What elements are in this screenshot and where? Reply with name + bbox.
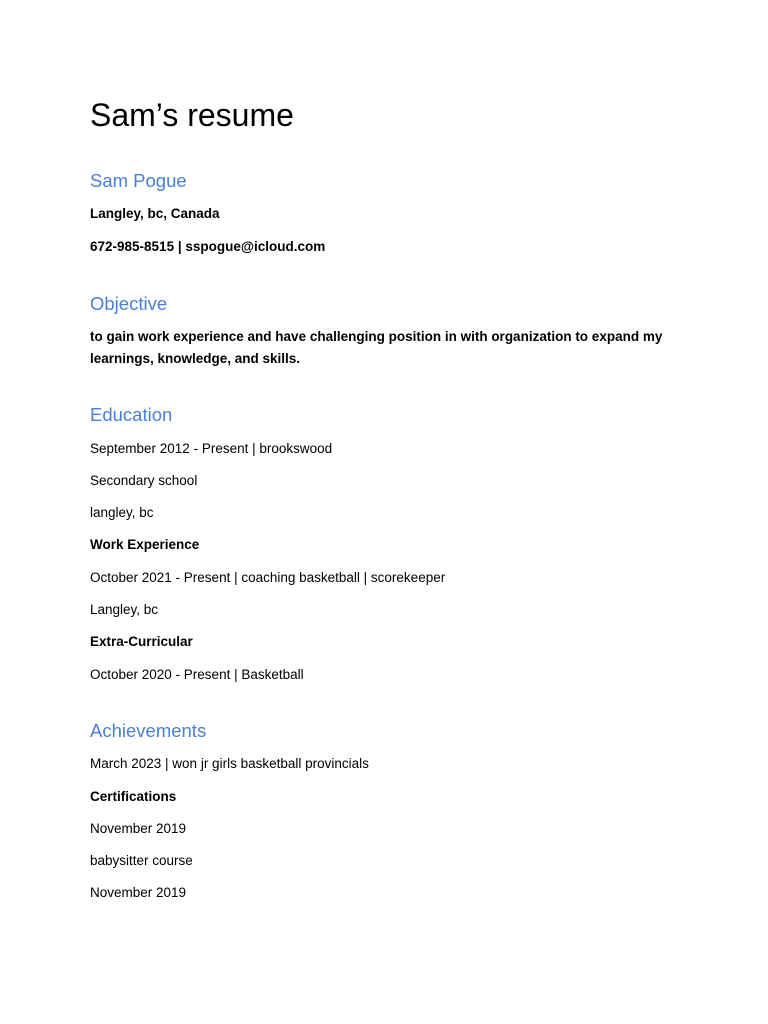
certifications-line-1: November 2019	[90, 821, 187, 836]
location-text: Langley, bc, Canada	[90, 206, 220, 221]
education-line-3: langley, bc	[90, 505, 154, 520]
certifications-line-2: babysitter course	[90, 853, 193, 868]
work-line-2: Langley, bc	[90, 602, 159, 617]
objective-text: to gain work experience and have challenging position in with organization to expand my learnings, knowledge, and skills.	[90, 329, 663, 366]
certifications-heading: Certifications	[90, 789, 177, 804]
work-experience-heading: Work Experience	[90, 537, 200, 552]
objective-heading: Objective	[90, 293, 168, 314]
extra-curricular-heading: Extra-Curricular	[90, 634, 193, 649]
extra-line-1: October 2020 - Present | Basketball	[90, 667, 304, 682]
document-title: Sam’s resume	[90, 97, 294, 133]
education-heading: Education	[90, 404, 173, 425]
education-line-2: Secondary school	[90, 473, 198, 488]
certifications-line-3: November 2019	[90, 885, 187, 900]
contact-text: 672-985-8515 | sspogue@icloud.com	[90, 239, 326, 254]
work-line-1: October 2021 - Present | coaching basketball | scorekeeper	[90, 570, 446, 585]
education-line-1: September 2012 - Present | brookswood	[90, 441, 333, 456]
achievements-line-1: March 2023 | won jr girls basketball provincials	[90, 756, 369, 771]
name-heading: Sam Pogue	[90, 170, 187, 191]
achievements-heading: Achievements	[90, 720, 207, 741]
